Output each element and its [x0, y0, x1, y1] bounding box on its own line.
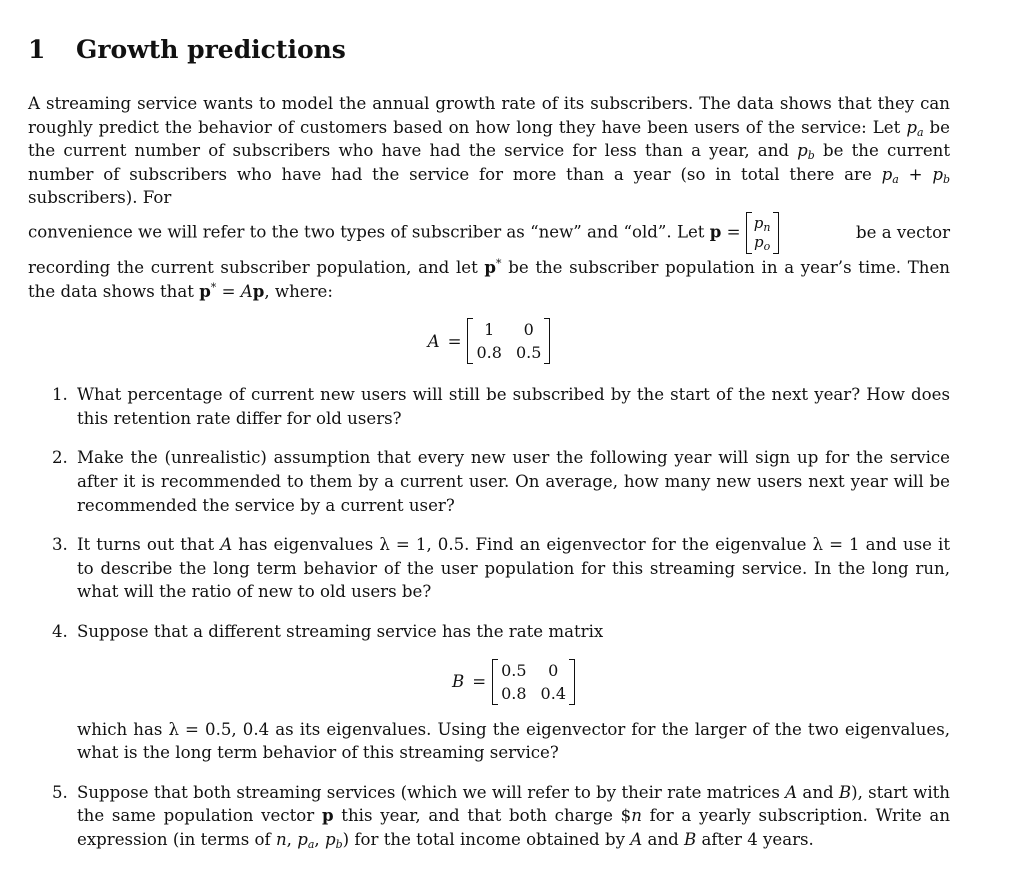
matrix-B-cell: 0.5	[501, 660, 527, 680]
matrix-B-cell: 0	[548, 660, 559, 680]
intro-paragraph: A streaming service wants to model the annual growth rate of its subscribers. The data shows that they can roughly predict the behavior of customers based on how long they have been users of the service: Let $p_a$ be the current number of subscribers who have had the service for less than a year, and $p_b$ be the current number of subscribers who have had the service for more than a year (so in total there are $p_a + p_b$ subscribers). For	[28, 94, 951, 208]
question-item: 1. What percentage of current new users will still be subscribed by the start of the next year? How does this retention rate differ for old users?	[52, 385, 950, 428]
question-item: 4. Suppose that a different streaming service has the rate matrix B = 0.5 0 0.8 0.4 which has λ = 0.5, 0.4 as its eigenvalues. Using the eigenvector for the larger of the two eigenvalues, what is the long term behavior of this streaming service?	[52, 621, 950, 763]
vector-entry-old: $p_o$	[754, 232, 771, 253]
matrix-A-cell: 0.8	[476, 343, 502, 363]
matrix-B	[492, 659, 575, 705]
vector-definition-line: convenience we will refer to the two types of subscriber as “new” and “old”. Let p = $p_n$ $p_o$ be a vector	[28, 213, 950, 253]
section-heading	[28, 30, 950, 70]
matrix-A-cell: 0	[523, 320, 534, 340]
matrix-B-cell: 0.8	[501, 683, 527, 703]
matrix-A-cell: 1	[484, 320, 495, 340]
question-item: 2. Make the (unrealistic) assumption that every new user the following year will sign up for the service after it is recommended to them by a current user. On average, how many new users next year will be recommended the service by a current user?	[52, 448, 950, 515]
population-vector	[746, 212, 779, 254]
matrix-A-equation: A = 1 0 0.8 0.5	[28, 313, 950, 369]
document-page	[28, 30, 950, 867]
matrix-B-equation: B = 0.5 0 0.8 0.4	[77, 654, 950, 710]
section-title: Growth predictions	[76, 35, 346, 64]
vector-entry-new: $p_n$	[753, 213, 771, 234]
matrix-A-cell: 0.5	[515, 343, 542, 363]
matrix-B-cell: 0.4	[540, 683, 566, 703]
section-number: 1	[28, 35, 46, 64]
matrix-A	[467, 318, 550, 364]
question-list	[28, 383, 950, 851]
question-item: 5. Suppose that both streaming services (which we will refer to by their rate matrices A and B), start with the same population vector p this year, and that both charge $n for a yearly subscription. Write an expression (in terms of n, $p_a$, $p_b$) for the total income obtained by A and B after 4 years.	[52, 782, 951, 851]
intro-paragraph-continued: recording the current subscriber population, and let p* be the subscriber population in a year’s time. Then the data shows that p* = Ap, where:	[28, 256, 950, 301]
question-item: 3. It turns out that A has eigenvalues λ = 1, 0.5. Find an eigenvector for the eigenvalue λ = 1 and use it to describe the long term behavior of the user population for this streaming service. In the long run, what will the ratio of new to old users be?	[52, 535, 950, 602]
